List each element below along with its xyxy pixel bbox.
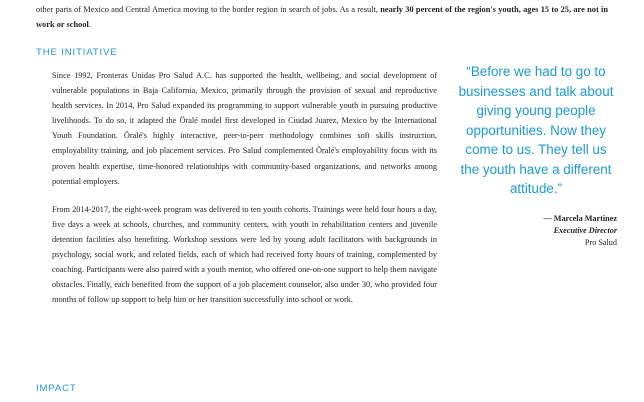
pullquote-block	[455, 62, 617, 249]
body-paragraph-2: From 2014-2017, the eight-week program was delivered to ten youth cohorts. Trainings were held four hours a day, five days a week at schools, churches, and community centers, with youth in rehabilitation centers and juvenile detention facilities also benefiting. Workshop sessions were led by young adult facilitators with backgrounds in psychology, social work, and related fields, each of which had received forty hours of training, complemented by coaching. Participants were also paired with a youth mentor, who offered one-on-one support to help them navigate obstacles. Finally, each benefited from the support of a job placement counselor, also under 30, who provided four months of follow up support to help him or her transition successfully into school or work.	[52, 204, 437, 305]
intro-paragraph-end: .	[88, 20, 91, 29]
attribution-name: — Marcela Martinez	[543, 213, 617, 223]
body-paragraph-1: Since 1992, Fronteras Unidas Pro Salud A.C. has supported the health, wellbeing, and social development of vulnerable populations in Baja California, Mexico, primarily through the provision of sexual and reproductive health services. In 2014, Pro Salud expanded its programming to support vulnerable youth in pursuing productive livelihoods. To do so, it adapted the Öralé model first developed in Ciudad Juarez, Mexico by the International Youth Foundation. Öralé's highly interactive, peer-to-peer methodology combines soft skills instruction, employability training, and job placement services. Pro Salud complemented Öralé's employability focus with its proven health expertise, time-honored relationships with community-based organizations, and networks among potential employers.	[52, 71, 437, 186]
pullquote-text: “Before we had to go to businesses and talk about giving young people opportunities. Now they come to us. They tell us the youth have a different attitude.”	[458, 64, 614, 196]
attribution-role: Executive Director	[553, 225, 617, 235]
pullquote-attribution	[455, 213, 617, 249]
intro-paragraph-text: other parts of Mexico and Central America moving to the border region in search of jobs. As a result,	[36, 5, 381, 14]
attribution-org: Pro Salud	[584, 237, 617, 247]
section-heading-initiative: THE INITIATIVE	[36, 47, 118, 58]
body-column	[52, 68, 437, 320]
section-heading-impact: IMPACT	[36, 383, 77, 394]
intro-paragraph	[36, 2, 608, 32]
intro-paragraph-emphasis: nearly 30 percent of the region's youth, ages 15 to 25, are not in work or school	[36, 5, 608, 29]
